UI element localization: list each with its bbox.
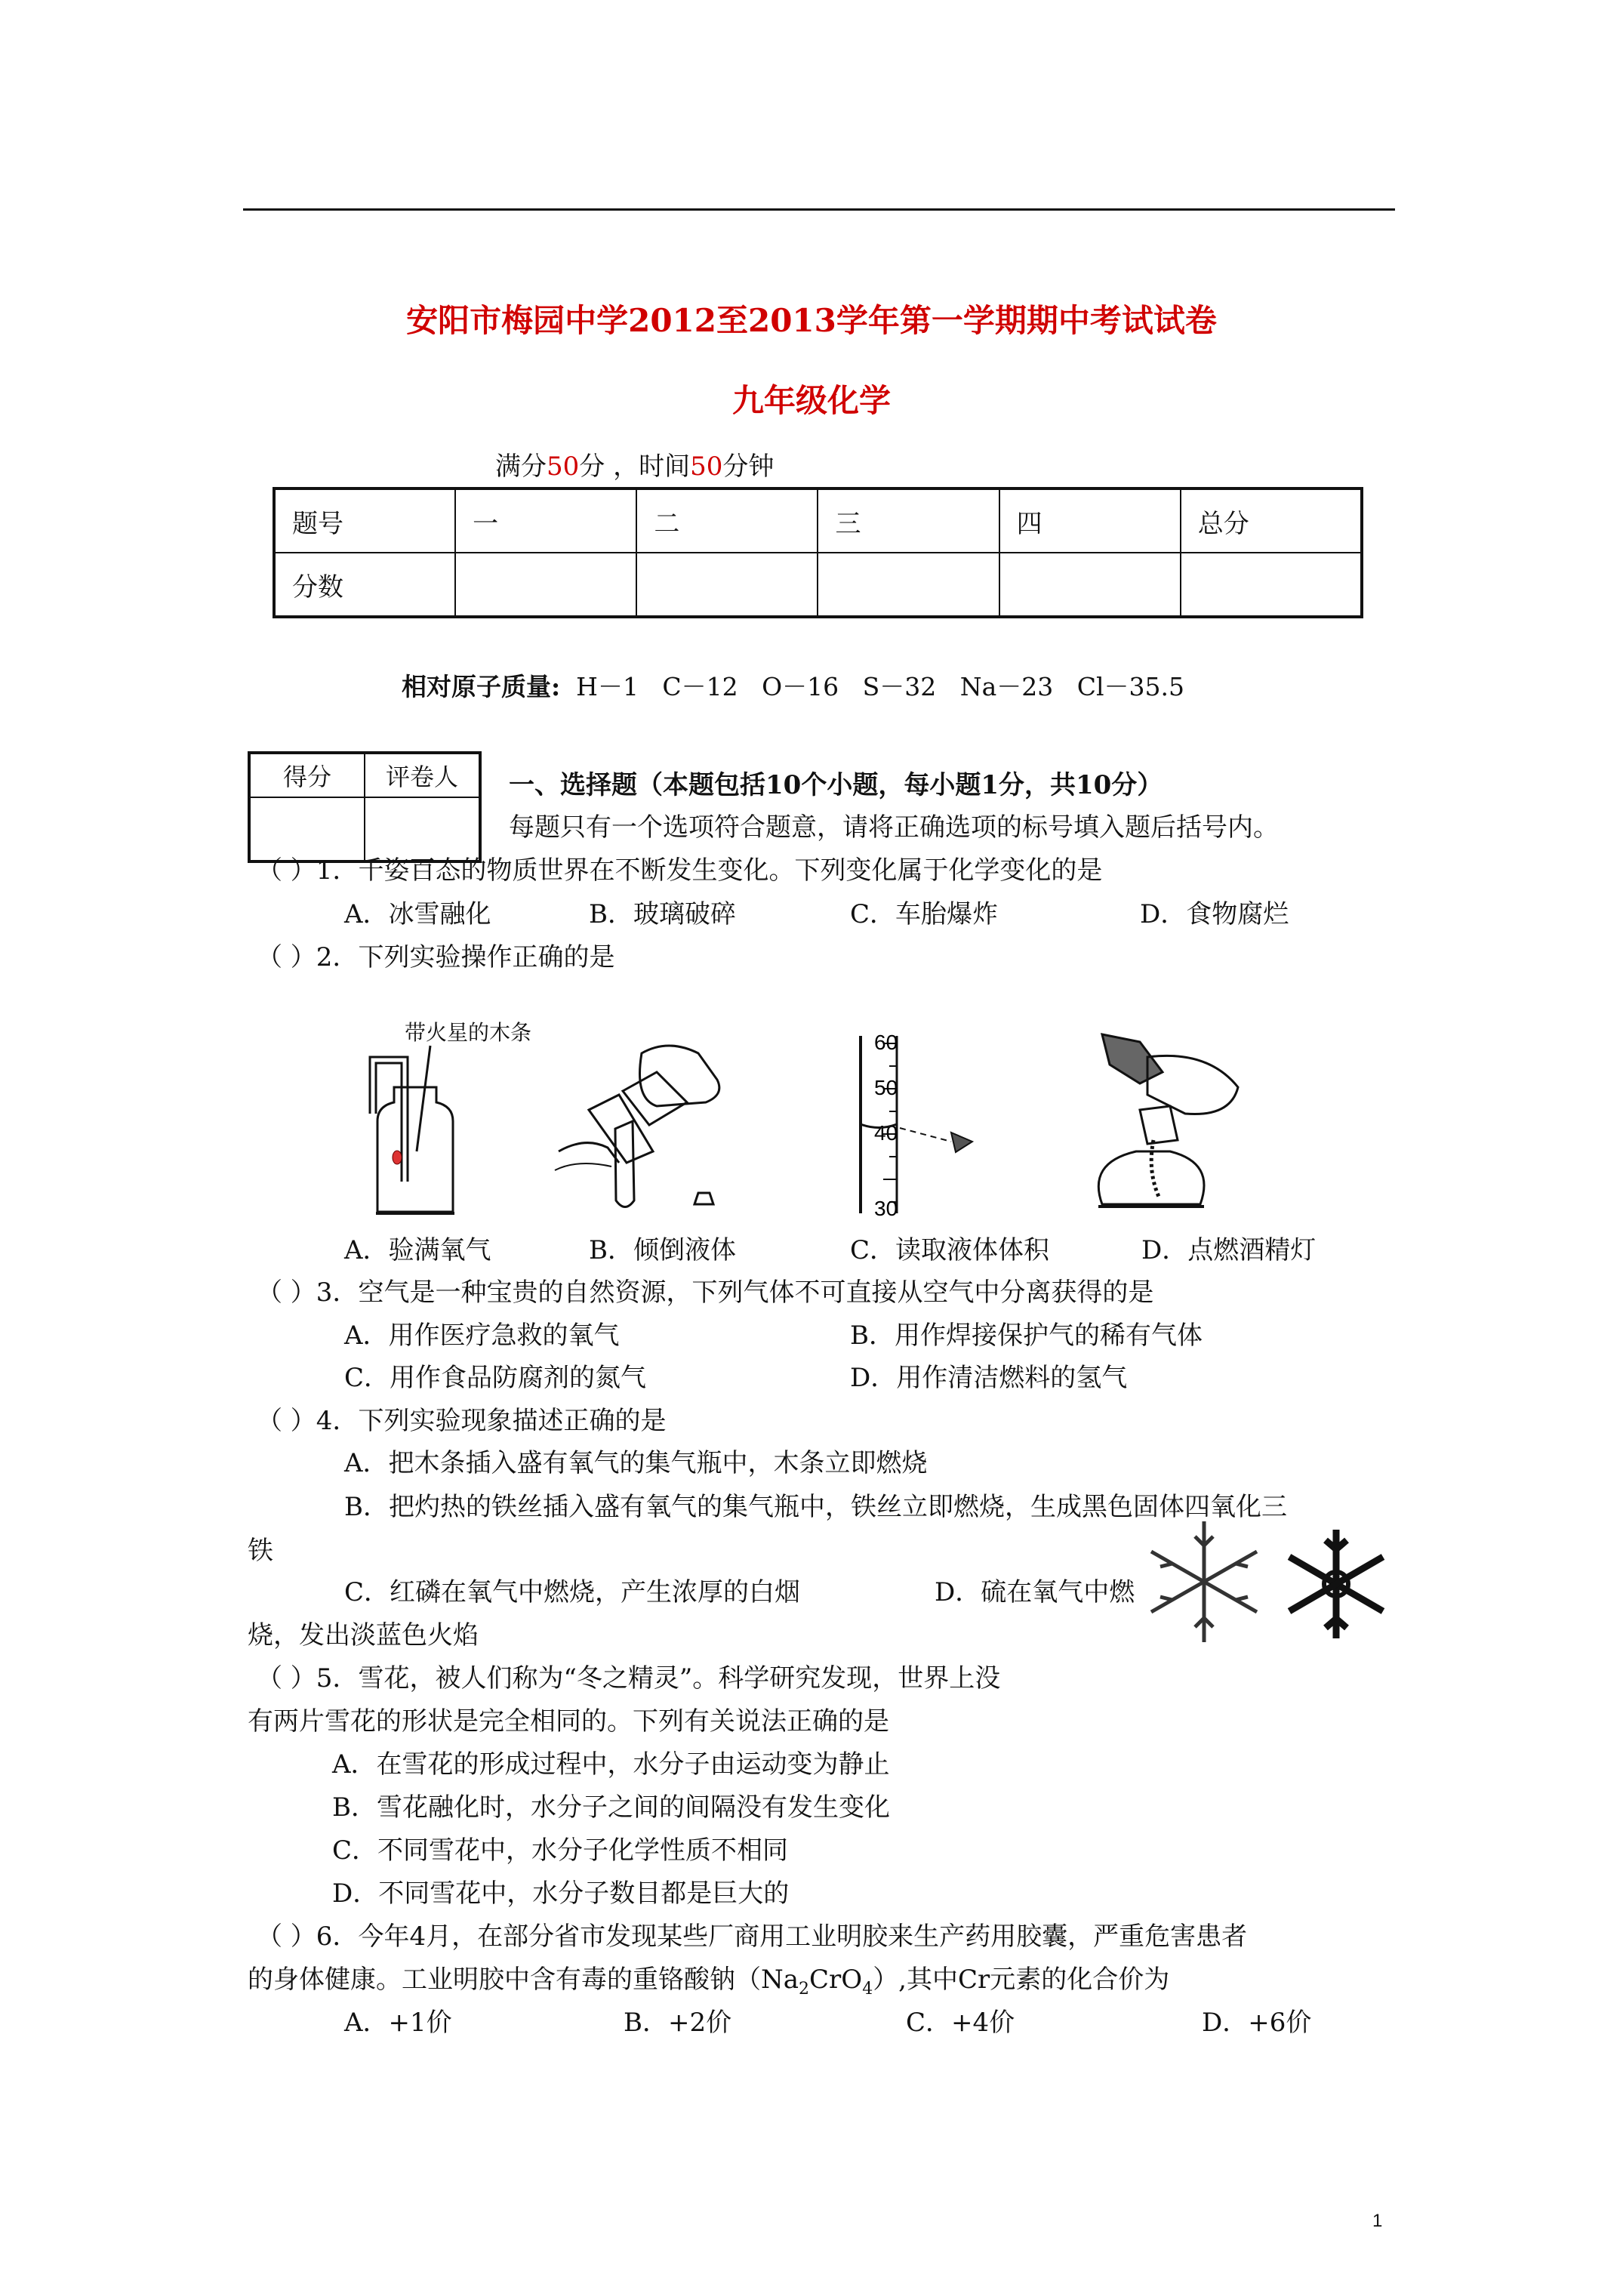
q4-option-a: A．把木条插入盛有氧气的集气瓶中，木条立即燃烧 (344, 1448, 928, 1478)
question-6-stem-continued: 的身体健康。工业明胶中含有毒的重铬酸钠$(Na_2CrO_4)$,其中Cr元素的化合价为 (248, 1965, 1170, 1999)
grader-score-label: 得分 (249, 753, 365, 797)
time-label: 分 ，时间 (579, 451, 691, 482)
q4-option-c: C．红磷在氧气中燃烧，产生浓厚的白烟 (344, 1577, 801, 1607)
question-1-stem: （ ）1．千姿百态的物质世界在不断发生变化。下列变化属于化学变化的是 (257, 855, 1103, 886)
splint-label: 带火星的木条 (405, 1021, 532, 1044)
atomic-masses (402, 667, 1184, 703)
snowflake-1-figure (1147, 1518, 1261, 1646)
q3-option-c: C．用作食品防腐剂的氮气 (344, 1363, 647, 1393)
q6-option-d: D．+6价 (1202, 2008, 1312, 2038)
score-table-cell: 题号 (274, 488, 455, 553)
q1-option-a: A．冰雪融化 (344, 899, 491, 929)
exam-title: 安阳市梅园中学2012至2013学年第一学期期中考试试卷 (406, 302, 1217, 339)
question-3-stem: （ ）3．空气是一种宝贵的自然资源，下列气体不可直接从空气中分离获得的是 (257, 1277, 1154, 1308)
score-table-cell: 三 (818, 488, 999, 553)
question-2-stem: （ ）2．下列实验操作正确的是 (257, 942, 615, 972)
q6-option-a: A．+1价 (344, 2008, 452, 2038)
atomic-masses-values: H－1 C－12 O－16 S－32 Na－23 Cl－35.5 (576, 672, 1184, 701)
q2-option-c: C．读取液体体积 (850, 1235, 1050, 1265)
question-5-stem: （ ）5．雪花，被人们称为“冬之精灵”。科学研究发现，世界上没 (257, 1663, 1001, 1693)
cylinder-tick-60: 60 (874, 1031, 898, 1054)
full-score: 50 (547, 451, 580, 482)
score-table-cell (1181, 553, 1362, 617)
gas-bottle-figure (355, 1015, 532, 1227)
q5-option-b: B．雪花融化时，水分子之间的间隔没有发生变化 (332, 1792, 890, 1823)
q4-option-d: D．硫在氧气中燃 (935, 1577, 1135, 1607)
cylinder-tick-50: 50 (874, 1076, 898, 1099)
q6-option-b: B．+2价 (624, 2008, 732, 2038)
q3-option-b: B．用作焊接保护气的稀有气体 (850, 1321, 1203, 1351)
section-title: 一、选择题（本题包括10个小题，每小题1分，共10分） (509, 770, 1163, 800)
q2-option-b: B．倾倒液体 (589, 1235, 736, 1265)
exam-time: 50 (690, 451, 723, 482)
q5-option-d: D．不同雪花中，水分子数目都是巨大的 (332, 1878, 790, 1909)
q2-option-d: D．点燃酒精灯 (1141, 1235, 1317, 1265)
score-table-header-row (274, 488, 1362, 553)
q1-option-d: D．食物腐烂 (1140, 899, 1289, 929)
alcohol-lamp-figure (1057, 1027, 1253, 1227)
section-instructions: 每题只有一个选项符合题意，请将正确选项的标号填入题后括号内。 (509, 812, 1279, 843)
pouring-liquid-figure (544, 1038, 740, 1227)
q6-option-c: C．+4价 (906, 2008, 1015, 2038)
minutes-label: 分钟 (722, 451, 775, 482)
page-number: 1 (1372, 2211, 1383, 2231)
score-table-cell: 四 (999, 488, 1181, 553)
q5-option-a: A．在雪花的形成过程中，水分子由运动变为静止 (332, 1749, 890, 1780)
score-table-cell (999, 553, 1181, 617)
q4-option-b: B．把灼热的铁丝插入盛有氧气的集气瓶中，铁丝立即燃烧，生成黑色固体四氧化三 (344, 1492, 1287, 1522)
score-table-cell: 一 (455, 488, 636, 553)
score-table (273, 487, 1363, 618)
graduated-cylinder-figure (838, 1028, 1012, 1225)
q1-option-c: C．车胎爆炸 (850, 899, 999, 929)
score-table-cell: 总分 (1181, 488, 1362, 553)
score-table-cell (455, 553, 636, 617)
score-table-cell: 二 (636, 488, 818, 553)
snowflake-2-figure (1276, 1524, 1397, 1644)
header-rule (243, 208, 1395, 211)
score-label: 满分 (495, 451, 547, 482)
exam-subtitle: 九年级化学 (731, 382, 891, 419)
cylinder-tick-30: 30 (874, 1197, 898, 1220)
atomic-masses-label: 相对原子质量: (402, 672, 561, 701)
q3-option-a: A．用作医疗急救的氧气 (344, 1321, 620, 1351)
q4-option-b-continued: 铁 (248, 1536, 273, 1566)
q5-option-c: C．不同雪花中，水分子化学性质不相同 (332, 1835, 789, 1866)
question-6-stem: （ ）6．今年4月，在部分省市发现某些厂商用工业明胶来生产药用胶囊，严重危害患者 (257, 1922, 1248, 1952)
score-table-score-row (274, 553, 1362, 617)
score-table-cell (636, 553, 818, 617)
grader-name-label: 评卷人 (365, 753, 480, 797)
score-time-line (495, 445, 774, 482)
q1-option-b: B．玻璃破碎 (589, 899, 736, 929)
q3-option-d: D．用作清洁燃料的氢气 (850, 1363, 1128, 1393)
grader-table (248, 751, 482, 863)
q4-option-d-continued: 烧，发出淡蓝色火焰 (248, 1620, 479, 1650)
score-table-cell: 分数 (274, 553, 455, 617)
question-4-stem: （ ）4．下列实验现象描述正确的是 (257, 1406, 667, 1436)
cylinder-tick-40: 40 (874, 1121, 898, 1145)
score-table-cell (818, 553, 999, 617)
q2-option-a: A．验满氧气 (344, 1235, 491, 1265)
question-5-stem-continued: 有两片雪花的形状是完全相同的。下列有关说法正确的是 (248, 1706, 889, 1737)
